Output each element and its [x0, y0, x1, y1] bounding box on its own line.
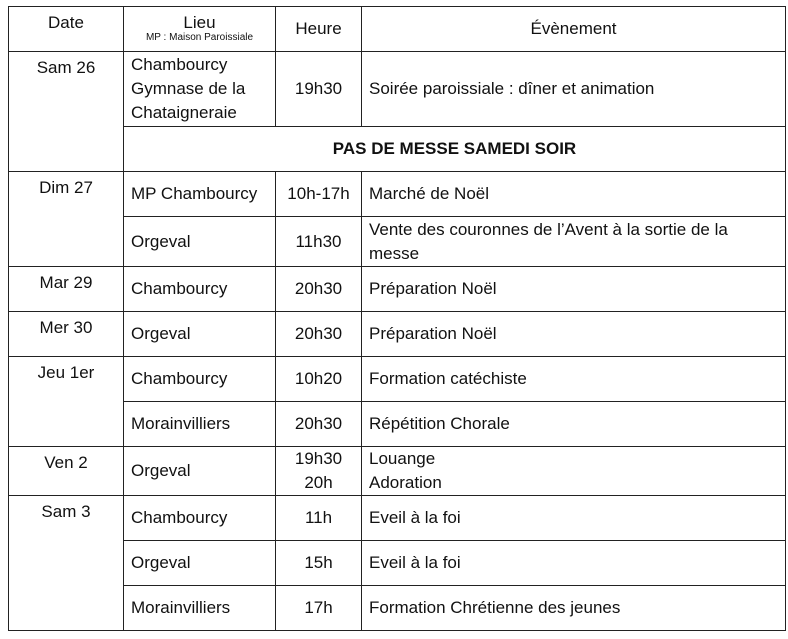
evenement-cell: Marché de Noël	[362, 172, 786, 217]
table-row	[9, 586, 786, 631]
heure-cell: 15h	[276, 541, 362, 586]
evenement-cell: Préparation Noël	[362, 312, 786, 357]
date-cell: Mer 30	[9, 312, 124, 357]
table-row	[9, 312, 786, 357]
evenement-cell	[362, 447, 786, 496]
lieu-cell: Orgeval	[124, 541, 276, 586]
evenement-cell: Soirée paroissiale : dîner et animation	[362, 52, 786, 127]
heure-cell: 11h	[276, 496, 362, 541]
evenement-line: Louange	[369, 449, 436, 468]
header-row	[9, 7, 786, 52]
lieu-cell: Morainvilliers	[124, 402, 276, 447]
lieu-cell: Orgeval	[124, 447, 276, 496]
lieu-header-label: Lieu	[183, 13, 216, 32]
lieu-header	[124, 7, 276, 52]
date-cell: Mar 29	[9, 267, 124, 312]
date-cell: Jeu 1er	[9, 357, 124, 447]
lieu-cell: Chambourcy Gymnase de la Chataigneraie	[124, 52, 276, 127]
lieu-cell: Morainvilliers	[124, 586, 276, 631]
table-row	[9, 357, 786, 402]
evenement-cell: Vente des couronnes de l’Avent à la sortie de la messe	[362, 217, 786, 267]
notice-row	[9, 127, 786, 172]
heure-cell: 17h	[276, 586, 362, 631]
lieu-cell: Chambourcy	[124, 357, 276, 402]
evenement-cell: Formation Chrétienne des jeunes	[362, 586, 786, 631]
lieu-header-subtitle: MP : Maison Paroissiale	[145, 32, 254, 43]
table-row	[9, 267, 786, 312]
evenement-cell: Formation catéchiste	[362, 357, 786, 402]
table-row	[9, 217, 786, 267]
heure-line: 20h	[304, 473, 333, 492]
lieu-cell: Orgeval	[124, 217, 276, 267]
evenement-cell: Eveil à la foi	[362, 541, 786, 586]
table-row	[9, 447, 786, 496]
date-cell: Sam 26	[9, 52, 124, 172]
table-row	[9, 172, 786, 217]
lieu-cell: MP Chambourcy	[124, 172, 276, 217]
table-row	[9, 52, 786, 127]
evenement-cell: Répétition Chorale	[362, 402, 786, 447]
date-cell: Sam 3	[9, 496, 124, 631]
heure-line: 19h30	[294, 449, 343, 468]
lieu-cell: Orgeval	[124, 312, 276, 357]
evenement-line: Adoration	[369, 473, 442, 492]
heure-cell: 11h30	[276, 217, 362, 267]
date-header: Date	[9, 7, 124, 52]
table-row	[9, 541, 786, 586]
table-row	[9, 402, 786, 447]
heure-header: Heure	[276, 7, 362, 52]
date-cell: Dim 27	[9, 172, 124, 267]
lieu-cell: Chambourcy	[124, 267, 276, 312]
heure-cell: 20h30	[276, 267, 362, 312]
heure-cell: 20h30	[276, 312, 362, 357]
evenement-header: Évènement	[362, 7, 786, 52]
no-mass-notice: PAS DE MESSE SAMEDI SOIR	[124, 127, 786, 172]
heure-cell: 19h30	[276, 52, 362, 127]
date-cell: Ven 2	[9, 447, 124, 496]
heure-cell: 20h30	[276, 402, 362, 447]
evenement-cell: Préparation Noël	[362, 267, 786, 312]
schedule-table	[8, 6, 786, 631]
table-row	[9, 496, 786, 541]
heure-cell	[276, 447, 362, 496]
evenement-cell: Eveil à la foi	[362, 496, 786, 541]
heure-cell: 10h-17h	[276, 172, 362, 217]
lieu-cell: Chambourcy	[124, 496, 276, 541]
heure-cell: 10h20	[276, 357, 362, 402]
